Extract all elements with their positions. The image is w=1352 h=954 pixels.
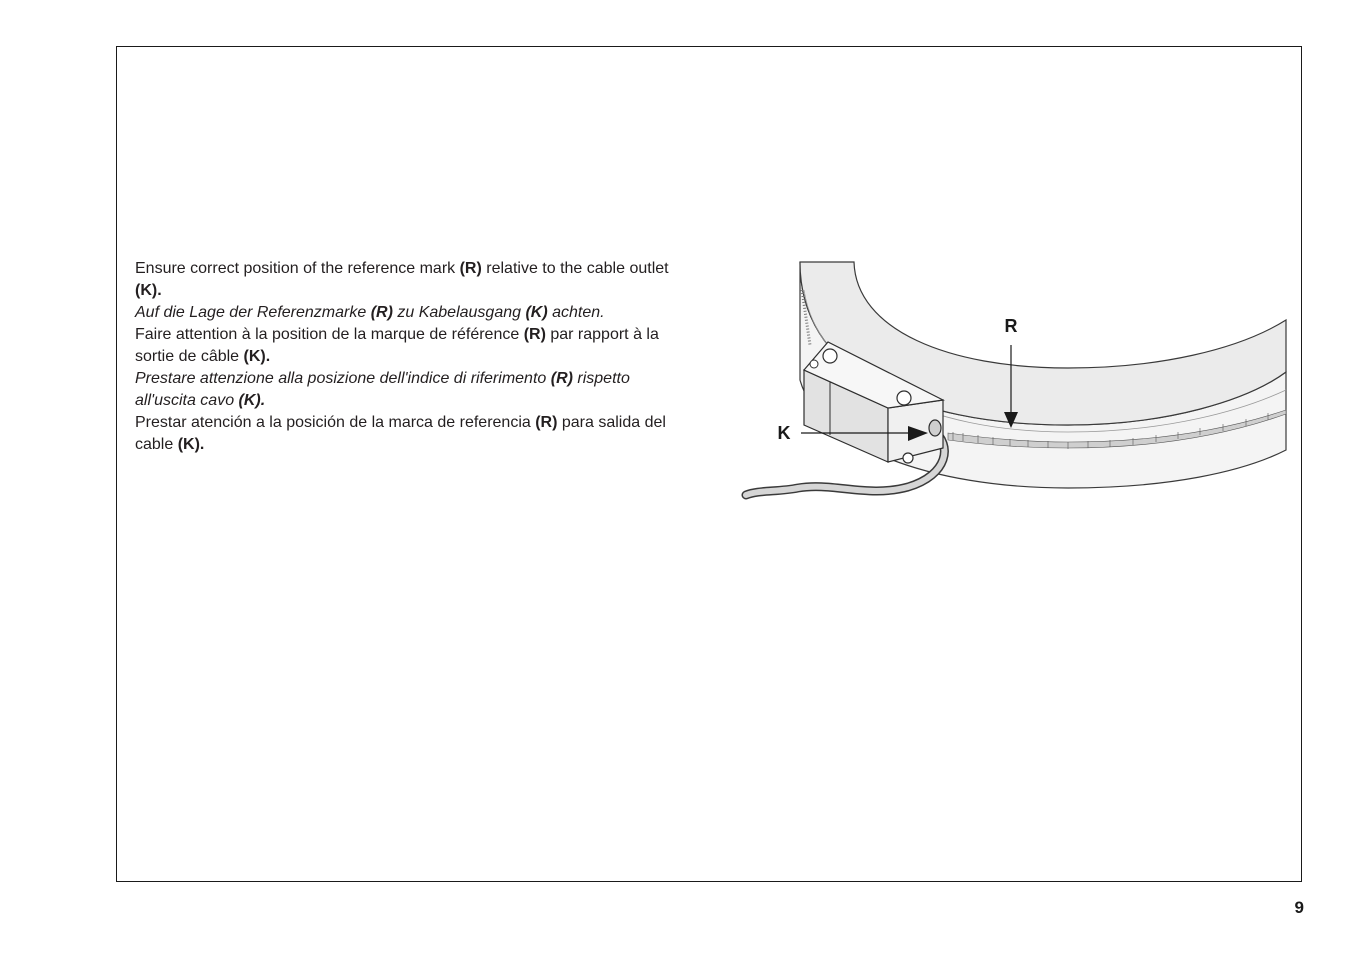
it-text-1: Prestare attenzione alla posizione dell'indice di riferimento bbox=[135, 370, 551, 387]
en-ref-k: (K). bbox=[135, 282, 162, 299]
instruction-german bbox=[135, 302, 695, 324]
en-ref-r: (R) bbox=[459, 260, 482, 277]
de-text-2: zu Kabelausgang bbox=[392, 304, 526, 321]
en-text-2: relative to the cable outlet bbox=[481, 260, 669, 277]
fr-ref-r: (R) bbox=[523, 326, 546, 343]
instruction-text bbox=[135, 258, 695, 456]
it-ref-r: (R) bbox=[550, 370, 573, 387]
fr-text-2: par rapport à la sortie de câble bbox=[135, 326, 659, 365]
it-ref-k: (K) bbox=[238, 392, 261, 409]
fr-text-1: Faire attention à la position de la marque de référence bbox=[135, 326, 524, 343]
en-text-1: Ensure correct position of the reference mark bbox=[135, 260, 460, 277]
it-text-3: . bbox=[260, 392, 266, 409]
instruction-english bbox=[135, 258, 695, 302]
de-ref-k: (K) bbox=[525, 304, 548, 321]
es-text-2: para salida del cable bbox=[135, 414, 666, 453]
de-text-1: Auf die Lage der Referenzmarke bbox=[135, 304, 371, 321]
instruction-french bbox=[135, 324, 695, 368]
encoder-ring-illustration bbox=[738, 250, 1288, 515]
de-text-3: achten. bbox=[547, 304, 605, 321]
it-text-2: rispetto all'uscita cavo bbox=[135, 370, 630, 409]
es-text-1: Prestar atención a la posición de la marca de referencia bbox=[135, 414, 536, 431]
instruction-spanish bbox=[135, 412, 695, 456]
fr-ref-k: (K). bbox=[243, 348, 271, 365]
page-number: 9 bbox=[1294, 898, 1304, 917]
cable-outlet-label: K bbox=[777, 423, 791, 443]
es-ref-k: (K). bbox=[177, 436, 205, 453]
es-ref-r: (R) bbox=[535, 414, 558, 431]
de-ref-r: (R) bbox=[370, 304, 393, 321]
instruction-italian bbox=[135, 368, 695, 412]
reference-mark-label: R bbox=[1004, 316, 1018, 336]
